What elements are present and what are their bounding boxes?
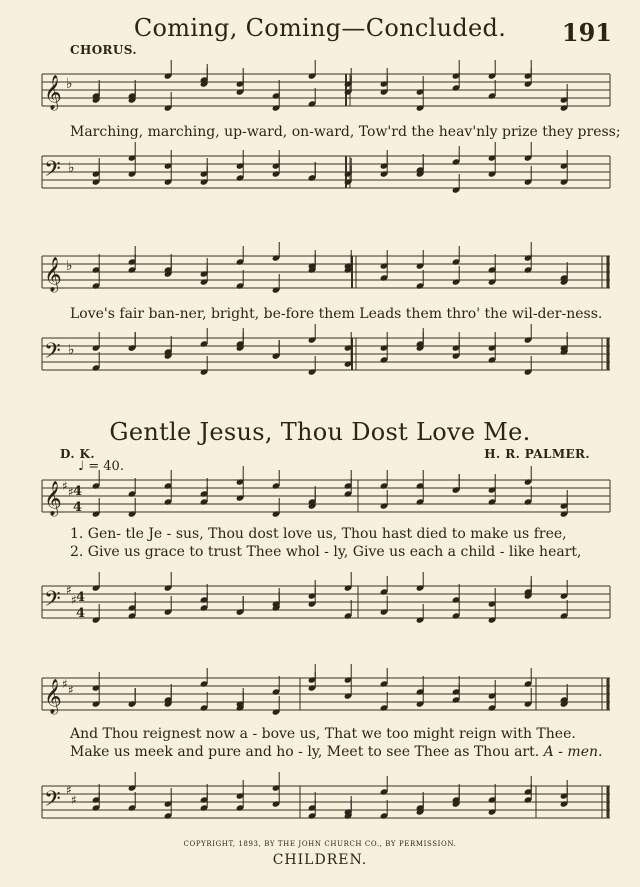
svg-text:♯: ♯ <box>71 593 77 607</box>
svg-text:4: 4 <box>73 500 83 515</box>
collection-name: CHILDREN. <box>272 852 368 868</box>
verse-1-line-1: 1. Gen- tle Je - sus, Thou dost love us, Thou hast died to make us free, <box>70 526 567 542</box>
verse-2-line-2-wrapper <box>70 744 610 760</box>
svg-text:𝄞: 𝄞 <box>44 257 62 292</box>
svg-text:𝄞: 𝄞 <box>44 75 62 110</box>
verse-2-line-2: Make us meek and pure and ho - ly, Meet to see Thee as Thou art. <box>70 744 540 760</box>
svg-text:♯: ♯ <box>71 793 77 807</box>
svg-text:♭: ♭ <box>68 160 75 176</box>
tempo-marking: ♩ = 40. <box>78 459 124 474</box>
svg-text:♯: ♯ <box>68 683 74 697</box>
svg-text:4: 4 <box>76 590 86 605</box>
chorus-label: CHORUS. <box>70 43 137 57</box>
amen-text: A - men. <box>543 744 603 760</box>
copyright-notice: COPYRIGHT, 1893, BY THE JOHN CHURCH CO., BY PERMISSION. <box>183 840 457 848</box>
composer-name: H. R. PALMER. <box>484 447 590 461</box>
svg-text:𝄞: 𝄞 <box>44 679 62 714</box>
page-number: 191 <box>561 18 612 47</box>
svg-text:♭: ♭ <box>66 76 73 92</box>
svg-text:♯: ♯ <box>62 479 68 493</box>
svg-text:𝄢: 𝄢 <box>44 787 61 817</box>
hymn-title: Gentle Jesus, Thou Dost Love Me. <box>109 418 531 446</box>
treble-staff-system-4 <box>0 672 640 722</box>
verse-1-line-2: And Thou reignest now a - bove us, That we too might reign with Thee. <box>70 726 576 742</box>
treble-staff-system-2 <box>0 250 640 300</box>
svg-text:♯: ♯ <box>66 783 72 797</box>
bass-staff-system-3 <box>0 580 640 630</box>
svg-text:𝄞: 𝄞 <box>44 481 62 516</box>
verse-2-line-1: 2. Give us grace to trust Thee whol - ly, Give us each a child - like heart, <box>70 544 582 560</box>
treble-staff-system-3 <box>0 474 640 524</box>
lyric-line-1: Marching, marching, up-ward, on-ward, Tow'rd the heav'nly prize they press; <box>70 124 621 140</box>
bass-staff-system-2 <box>0 332 640 382</box>
svg-text:4: 4 <box>76 606 86 621</box>
svg-text:𝄢: 𝄢 <box>44 157 61 187</box>
author-initials: D. K. <box>60 447 95 461</box>
svg-text:♯: ♯ <box>66 583 72 597</box>
bass-staff-system-4 <box>0 780 640 830</box>
svg-text:♭: ♭ <box>66 258 73 274</box>
svg-text:4: 4 <box>73 484 83 499</box>
treble-staff-system-1 <box>0 68 640 118</box>
bass-staff-system-1 <box>0 150 640 200</box>
svg-text:𝄢: 𝄢 <box>44 587 61 617</box>
lyric-line-2: Love's fair ban-ner, bright, be-fore them Leads them thro' the wil-der-ness. <box>70 306 603 322</box>
svg-text:𝄢: 𝄢 <box>44 339 61 369</box>
svg-text:♯: ♯ <box>68 485 74 499</box>
svg-text:♯: ♯ <box>62 677 68 691</box>
svg-text:♭: ♭ <box>68 342 75 358</box>
page-header-title: Coming, Coming—Concluded. <box>133 14 507 42</box>
